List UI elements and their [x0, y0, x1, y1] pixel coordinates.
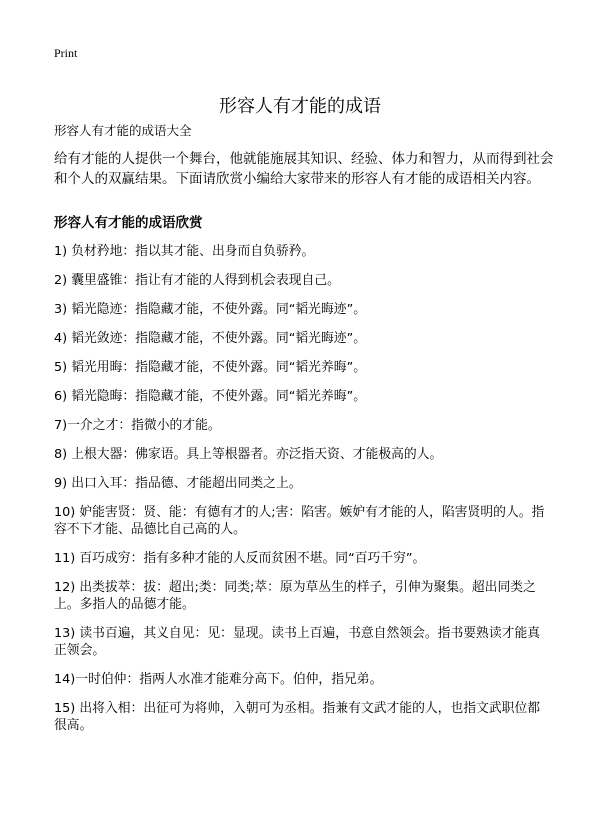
idiom-entry: 11) 百巧成穷：指有多种才能的人反而贫困不堪。同“百巧千穷”。	[54, 551, 426, 566]
idiom-entry: 7)一介之才：指微小的才能。	[54, 418, 221, 433]
section-heading: 形容人有才能的成语欣赏	[54, 215, 203, 231]
print-label: Print	[54, 46, 78, 60]
idiom-entry: 15) 出将入相：出征可为将帅，入朝可为丞相。指兼有文武才能的人，也指文武职位都很高。	[54, 701, 541, 733]
idiom-entry: 6) 韬光隐晦：指隐藏才能，不使外露。同“韬光养晦”。	[54, 389, 366, 404]
idiom-entry: 2) 囊里盛锥：指让有才能的人得到机会表现自己。	[54, 273, 340, 288]
idiom-entry: 5) 韬光用晦：指隐藏才能，不使外露。同“韬光养晦”。	[54, 360, 366, 375]
idiom-entry: 9) 出口入耳：指品德、才能超出同类之上。	[54, 476, 302, 491]
idiom-entry: 14)一时伯仲：指两人水准才能难分高下。伯仲，指兄弟。	[54, 672, 383, 687]
intro-paragraph: 给有才能的人提供一个舞台，他就能施展其知识、经验、体力和智力，从而得到社会和个人的双赢结果。下面请欣赏小编给大家带来的形容人有才能的成语相关内容。	[54, 151, 554, 187]
page-title: 形容人有才能的成语	[219, 96, 381, 118]
idiom-entry: 4) 韬光敛迹：指隐藏才能，不使外露。同“韬光晦迹”。	[54, 331, 366, 346]
idiom-entry: 3) 韬光隐迹：指隐藏才能，不使外露。同“韬光晦迹”。	[54, 302, 366, 317]
idiom-entry: 10) 妒能害贤：贤、能：有德有才的人;害：陷害。嫉妒有才能的人，陷害贤明的人。指容不下才能、品德比自己高的人。	[54, 505, 545, 537]
idiom-list	[54, 243, 550, 746]
idiom-entry: 13) 读书百遍，其义自见：见：显现。读书上百遍，书意自然领会。指书要熟读才能真正领会。	[54, 626, 541, 658]
idiom-entry: 8) 上根大器：佛家语。具上等根器者。亦泛指天资、才能极高的人。	[54, 447, 443, 462]
document-subtitle: 形容人有才能的成语大全	[54, 123, 192, 138]
idiom-entry: 12) 出类拔萃：拔：超出;类：同类;萃：原为草丛生的样子，引伸为聚集。超出同类之上。多指人的品德才能。	[54, 580, 536, 612]
idiom-entry: 1) 负材矜地：指以其才能、出身而自负骄矜。	[54, 244, 315, 259]
